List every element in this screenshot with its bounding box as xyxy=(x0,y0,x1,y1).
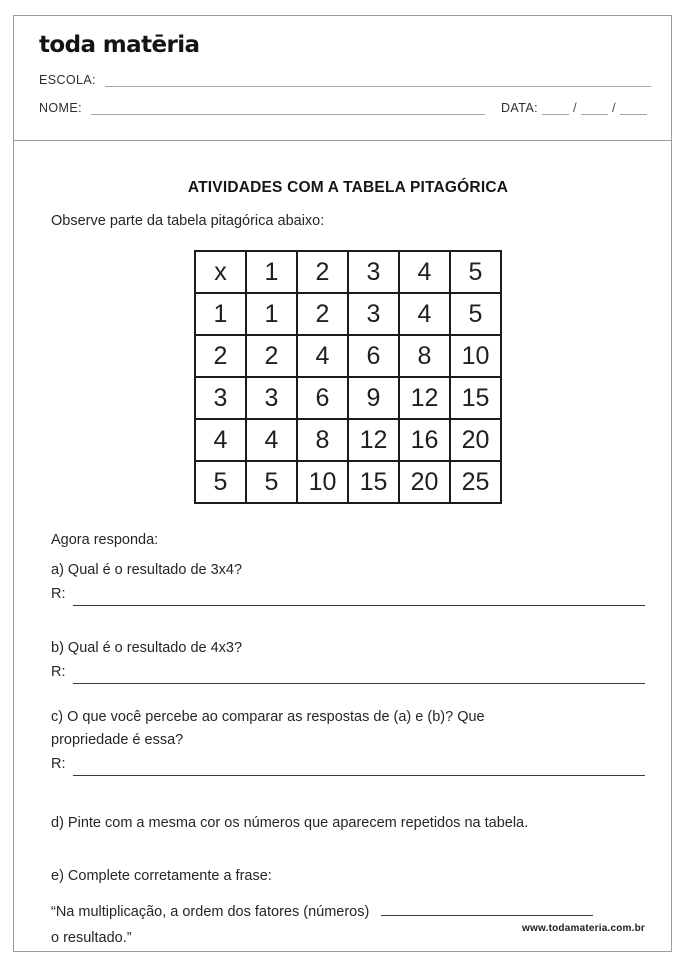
table-cell: 5 xyxy=(450,293,501,335)
answer-row-b xyxy=(51,664,645,684)
date-day-blank[interactable] xyxy=(542,111,569,115)
table-cell: 8 xyxy=(297,419,348,461)
question-c-line2: propriedade é essa? xyxy=(51,732,184,748)
table-cell: 5 xyxy=(450,251,501,293)
worksheet-title: ATIVIDADES COM A TABELA PITAGÓRICA xyxy=(187,179,509,196)
table-cell: 3 xyxy=(246,377,297,419)
school-label: ESCOLA: xyxy=(39,73,96,87)
table-row xyxy=(195,377,501,419)
date-year-blank[interactable] xyxy=(620,111,647,115)
worksheet-page xyxy=(13,15,672,952)
question-a: a) Qual é o resultado de 3x4? xyxy=(51,562,243,578)
table-cell: 9 xyxy=(348,377,399,419)
table-cell: 12 xyxy=(399,377,450,419)
date-field-group xyxy=(501,100,651,115)
table-cell: 4 xyxy=(399,251,450,293)
table-cell: 16 xyxy=(399,419,450,461)
table-cell: 6 xyxy=(348,335,399,377)
sentence-blank[interactable] xyxy=(381,912,593,916)
table-cell: 2 xyxy=(246,335,297,377)
table-cell: 3 xyxy=(195,377,246,419)
question-c-line1: c) O que você percebe ao comparar as respostas de (a) e (b)? Que xyxy=(51,709,485,725)
answer-row-a xyxy=(51,586,645,606)
toda-materia-logo: toda matēria xyxy=(39,32,200,58)
website-url: www.todamateria.com.br xyxy=(522,923,645,934)
table-row xyxy=(195,251,501,293)
date-separator: / xyxy=(611,100,616,115)
table-cell: 10 xyxy=(450,335,501,377)
table-row xyxy=(195,293,501,335)
date-label: DATA: xyxy=(501,101,538,115)
pythagorean-table xyxy=(194,250,502,504)
operator-cell: x xyxy=(195,251,246,293)
table-cell: 5 xyxy=(246,461,297,503)
school-input-line[interactable] xyxy=(105,83,651,87)
table-cell: 3 xyxy=(348,293,399,335)
answer-blank-c[interactable] xyxy=(73,771,646,776)
table-cell: 2 xyxy=(297,293,348,335)
quote-before-blank: “Na multiplicação, a ordem dos fatores (números) xyxy=(51,904,370,920)
table-cell: 5 xyxy=(195,461,246,503)
quote-after-blank: o resultado.” xyxy=(51,930,132,946)
table-cell: 12 xyxy=(348,419,399,461)
name-field-row xyxy=(39,100,651,115)
table-cell: 6 xyxy=(297,377,348,419)
date-month-blank[interactable] xyxy=(581,111,608,115)
question-c xyxy=(51,706,645,752)
page-header xyxy=(14,16,671,140)
answer-blank-b[interactable] xyxy=(73,679,646,684)
table-cell: 10 xyxy=(297,461,348,503)
question-b: b) Qual é o resultado de 4x3? xyxy=(51,640,243,656)
table-cell: 8 xyxy=(399,335,450,377)
answer-label: R: xyxy=(51,586,66,602)
table-cell: 2 xyxy=(297,251,348,293)
answer-blank-a[interactable] xyxy=(73,601,646,606)
question-e: e) Complete corretamente a frase: xyxy=(51,868,272,884)
table-row xyxy=(195,335,501,377)
answer-label: R: xyxy=(51,664,66,680)
table-cell: 3 xyxy=(348,251,399,293)
table-cell: 1 xyxy=(246,293,297,335)
school-field-row xyxy=(39,73,651,87)
table-cell: 15 xyxy=(450,377,501,419)
name-input-line[interactable] xyxy=(91,111,485,115)
name-label: NOME: xyxy=(39,101,82,115)
table-cell: 4 xyxy=(195,419,246,461)
intro-text: Observe parte da tabela pitagórica abaixo: xyxy=(51,213,325,229)
table-cell: 4 xyxy=(297,335,348,377)
answer-label: R: xyxy=(51,756,66,772)
question-d: d) Pinte com a mesma cor os números que aparecem repetidos na tabela. xyxy=(51,815,529,831)
date-separator: / xyxy=(572,100,577,115)
table-cell: 1 xyxy=(195,293,246,335)
answer-prompt: Agora responda: xyxy=(51,532,159,548)
table-cell: 4 xyxy=(246,419,297,461)
table-row xyxy=(195,461,501,503)
table-cell: 20 xyxy=(399,461,450,503)
table-cell: 15 xyxy=(348,461,399,503)
table-cell: 2 xyxy=(195,335,246,377)
table-cell: 20 xyxy=(450,419,501,461)
table-row xyxy=(195,419,501,461)
table-cell: 4 xyxy=(399,293,450,335)
worksheet-content xyxy=(14,140,671,951)
table-cell: 1 xyxy=(246,251,297,293)
answer-row-c xyxy=(51,756,645,776)
table-cell: 25 xyxy=(450,461,501,503)
